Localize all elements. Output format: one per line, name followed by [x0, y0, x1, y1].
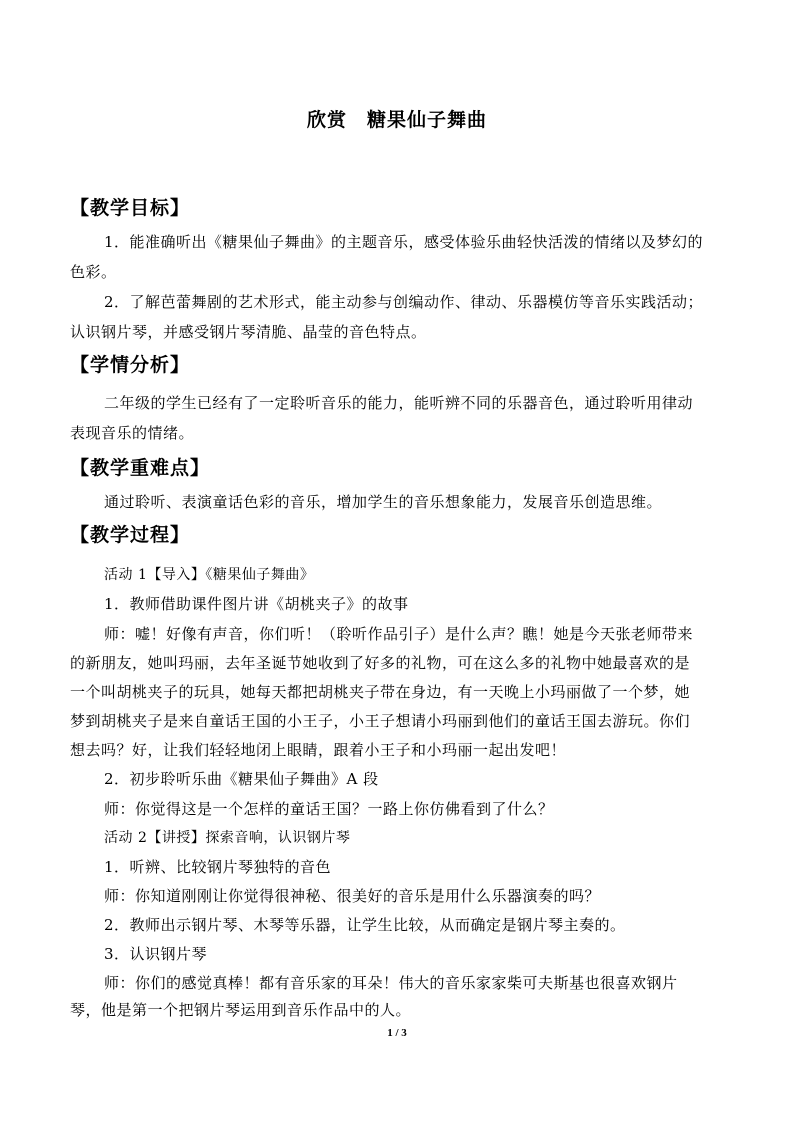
objectives-line-3: 2．了解芭蕾舞剧的艺术形式，能主动参与创编动作、律动、乐器模仿等音乐实践活动；: [104, 293, 704, 311]
page-title: 欣赏 糖果仙子舞曲: [306, 109, 487, 131]
process-line-2: 师：嘘！好像有声音，你们听！（聆听作品引子）是什么声？瞧！她是今天张老师带来: [104, 625, 694, 643]
process-line-9: 1．听辨、比较钢片琴独特的音色: [104, 858, 332, 876]
process-line-8: 师：你觉得这是一个怎样的童话王国？一路上你仿佛看到了什么？: [104, 800, 554, 818]
process-line-14: 琴，他是第一个把钢片琴运用到音乐作品中的人。: [70, 1001, 412, 1019]
section-heading-objectives: 【教学目标】: [70, 197, 191, 219]
process-activity-2: 活动 2【讲授】探索音响，认识钢片琴: [104, 830, 351, 846]
process-line-3: 的新朋友，她叫玛丽，去年圣诞节她收到了好多的礼物，可在这么多的礼物中她最喜欢的是: [70, 654, 691, 672]
process-line-5: 梦到胡桃夹子是来自童话王国的小王子，小王子想请小玛丽到他们的童话王国去游玩。你们: [70, 712, 691, 730]
section-heading-process: 【教学过程】: [70, 524, 191, 546]
process-line-6: 想去吗？好，让我们轻轻地闭上眼睛，跟着小王子和小玛丽一起出发吧！: [70, 741, 567, 759]
page-number: 1 / 3: [387, 1027, 407, 1039]
key-points-line-1: 通过聆听、表演童话色彩的音乐，增加学生的音乐想象能力，发展音乐创造思维。: [104, 493, 663, 511]
process-line-11: 2．教师出示钢片琴、木琴等乐器，让学生比较，从而确定是钢片琴主奏的。: [104, 916, 626, 934]
section-heading-student-analysis: 【学情分析】: [70, 354, 191, 376]
process-activity-1: 活动 1【导入】《糖果仙子舞曲》: [104, 567, 315, 583]
process-line-1: 1．教师借助课件图片讲《胡桃夹子》的故事: [104, 595, 409, 613]
analysis-line-2: 表现音乐的情绪。: [70, 424, 195, 442]
objectives-line-4: 认识钢片琴，并感受钢片琴清脆、晶莹的音色特点。: [70, 323, 427, 341]
process-line-7: 2．初步聆听乐曲《糖果仙子舞曲》A 段: [104, 770, 379, 788]
process-line-10: 师：你知道刚刚让你觉得很神秘、很美好的音乐是用什么乐器演奏的吗？: [104, 887, 601, 905]
process-line-4: 一个叫胡桃夹子的玩具，她每天都把胡桃夹子带在身边，有一天晚上小玛丽做了一个梦，她: [70, 683, 691, 701]
objectives-line-1: 1．能准确听出《糖果仙子舞曲》的主题音乐，感受体验乐曲轻快活泼的情绪以及梦幻的: [104, 233, 704, 251]
process-line-12: 3．认识钢片琴: [104, 945, 208, 963]
section-heading-key-points: 【教学重难点】: [70, 457, 211, 479]
analysis-line-1: 二年级的学生已经有了一定聆听音乐的能力，能听辨不同的乐器音色，通过聆听用律动: [104, 394, 694, 412]
process-line-13: 师：你们的感觉真棒！都有音乐家的耳朵！伟大的音乐家家柴可夫斯基也很喜欢钢片: [104, 974, 678, 992]
objectives-line-2: 色彩。: [70, 263, 117, 281]
